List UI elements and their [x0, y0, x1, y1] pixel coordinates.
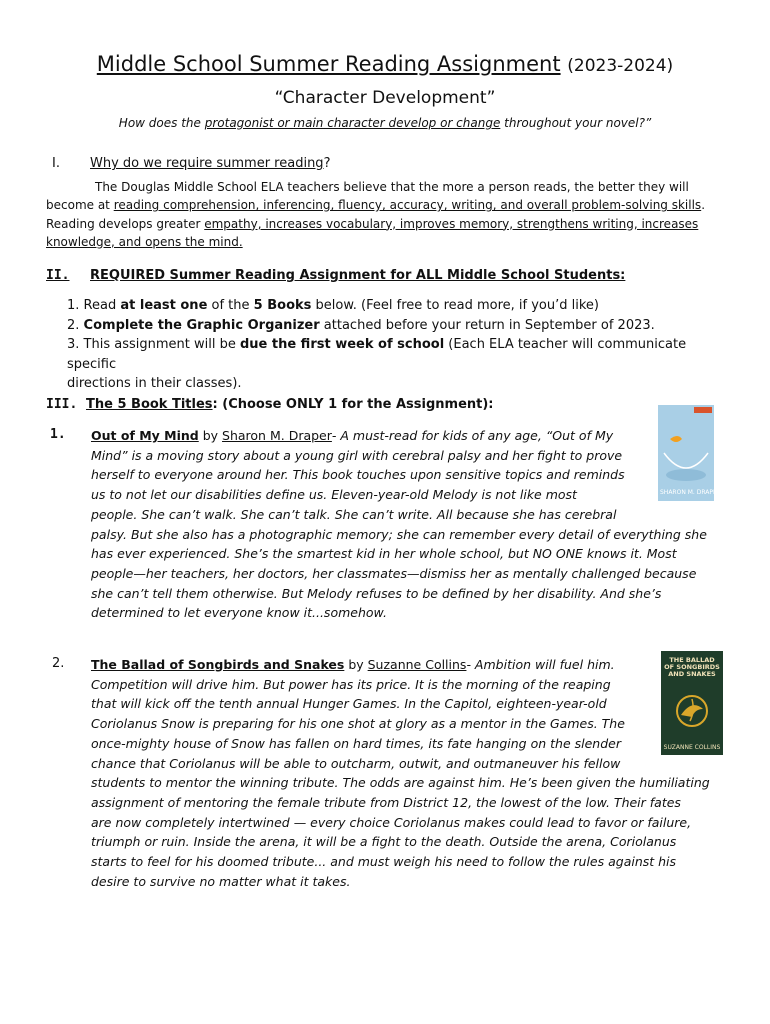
underlined-text: empathy, increases vocabulary, improves memory, strengthens writing, increases [204, 216, 699, 231]
book-2-line: desire to survive no matter what it takes. [91, 873, 351, 889]
book-2-line: that will kick off the tenth annual Hunger Games. In the Capitol, eighteen-year-old [91, 696, 607, 712]
section-1-heading-mark: ? [323, 156, 331, 171]
book-2-cover-image [661, 651, 723, 755]
text: by [344, 657, 368, 672]
text: - A must-read for kids of any age, “Out of My [331, 428, 614, 443]
book-1-first-line [91, 426, 731, 446]
subtitle: “Character Development” [274, 88, 496, 108]
text: of the [207, 298, 254, 313]
bold-text: 5 Books [253, 298, 312, 313]
fishbowl-cover-art [658, 405, 714, 501]
book-1-line: people—her teachers, her doctors, her classmates—dismiss her as mentally challenged because [91, 565, 697, 581]
book-2-line: assignment of mentoring the female tribute from District 12, the lowest of the low. Their fates [91, 794, 681, 810]
section-2-heading-text: REQUIRED Summer Reading Assignment for ALL Middle School Students: [90, 268, 626, 283]
text: become at [46, 198, 114, 213]
book-2-line: Competition will drive him. But power has its price. It is the morning of the reaping [91, 676, 611, 692]
text: (Each ELA teacher will communicate specific [67, 337, 687, 372]
book-2-title: The Ballad of Songbirds and Snakes [91, 657, 345, 672]
book-2-line: are now completely intertwined — every choice Coriolanus makes could lead to favor or failure, [91, 814, 692, 830]
book-1-author: Sharon M. Draper [222, 428, 332, 443]
book-2-author: Suzanne Collins [367, 657, 467, 672]
list-item [67, 335, 737, 374]
title-main: Middle School Summer Reading Assignment [96, 52, 561, 76]
book-2-line: triumph or ruin. Inside the arena, it will be a fight to the death. Outside the arena, Coriolanus [91, 834, 677, 850]
section-1-line: knowledge, and opens the mind. [46, 234, 243, 249]
text: below. (Feel free to read more, if you’d like) [311, 298, 599, 313]
question-text-end: throughout your novel?” [500, 116, 652, 130]
section-1-heading [90, 156, 330, 171]
book-1-cover-image [658, 405, 721, 501]
list-item [67, 316, 737, 336]
book-1-title: Out of My Mind [91, 428, 199, 443]
section-1-line: The Douglas Middle School ELA teachers believe that the more a person reads, the better they will [95, 180, 689, 194]
book-1-line: determined to let everyone know it...somehow. [91, 605, 387, 621]
book-1-number: 1. [50, 427, 66, 442]
underlined-text: reading comprehension, inferencing, fluency, accuracy, writing, and overall problem-solving skills [113, 198, 702, 213]
section-3-number: III. [46, 397, 78, 412]
question-text: How does the [118, 116, 205, 130]
section-1-line [46, 215, 736, 233]
assignment-list [67, 296, 737, 394]
text: Reading develops greater [46, 216, 205, 231]
bold-text: Complete the Graphic Organizer [83, 317, 320, 333]
book-1-line: herself to everyone around her. This book touches upon sensitive topics and reminds [91, 467, 625, 483]
book-2-cover-title: THE BALLAD OF SONGBIRDS AND SNAKES [664, 656, 720, 678]
page-title [0, 52, 770, 76]
text: attached before your return in September of 2023. [319, 317, 655, 333]
book-2-line: once-mighty house of Snow has fallen on hard times, its fate hanging on the slender [91, 735, 621, 751]
book-2-line: Coriolanus Snow is preparing for his one shot at glory as a mentor in the Games. The [91, 716, 625, 732]
section-3-heading-rest: : (Choose ONLY 1 for the Assignment): [212, 397, 494, 412]
book-1-line: palsy. But she also has a photographic memory; she can remember every detail of everything she [91, 526, 707, 542]
text: . [701, 198, 706, 213]
book-2-line: starts to feel for his doomed tribute... and must weigh his need to follow the rules against his [91, 854, 677, 870]
book-2-line: students to mentor the winning tribute. The odds are against him. He’s been given the humiliating [91, 775, 710, 791]
book-1-line: people. She can’t walk. She can’t talk. She can’t write. All because she has cerebral [91, 506, 617, 522]
mockingjay-emblem-icon [661, 651, 723, 755]
bold-text: at least one [120, 298, 208, 313]
text: by [198, 428, 223, 443]
bold-text: due the first week of school [239, 337, 445, 352]
list-item [67, 296, 737, 316]
text: 2. [67, 317, 84, 333]
book-2-line: chance that Coriolanus will be able to outcharm, outwit, and outmaneuver his fellow [91, 755, 621, 771]
list-item-continued: directions in their classes). [67, 376, 242, 391]
book-2-first-line [91, 655, 731, 675]
section-1-body [46, 178, 736, 251]
text: 3. This assignment will be [67, 337, 240, 352]
book-1-description [91, 426, 731, 623]
section-1-number: I. [52, 156, 60, 171]
text: - Ambition will fuel him. [466, 657, 615, 672]
section-3-heading [86, 397, 494, 412]
question-underlined: protagonist or main character develop or change [204, 116, 501, 130]
section-2-number [46, 268, 69, 283]
section-1-heading-text: Why do we require summer reading [90, 156, 324, 171]
section-2-num-text: II. [46, 268, 70, 283]
book-2-cover-author: SUZANNE COLLINS [663, 744, 721, 751]
section-2-heading [90, 268, 625, 283]
text: 1. Read [67, 298, 121, 313]
book-2-number: 2. [52, 656, 65, 671]
title-year: (2023-2024) [567, 56, 674, 76]
book-1-line: has ever experienced. She’s the smartest kid in her whole school, but NO ONE knows it. Most [91, 546, 677, 562]
section-1-line [46, 196, 736, 214]
book-1-cover-author: SHARON M. DRAPER [660, 489, 721, 496]
book-1-line: us to not let our disabilities define us. Eleven-year-old Melody is not like most [91, 487, 577, 503]
book-1-line: she can’t tell them otherwise. But Melody refuses to be defined by her disability. And she’s [91, 585, 662, 601]
book-2-description [91, 655, 731, 891]
book-1-line: Mind” is a moving story about a young girl with cerebral palsy and her fight to prove [91, 447, 623, 463]
section-3-heading-text: The 5 Book Titles [86, 397, 213, 412]
guiding-question [0, 116, 770, 130]
